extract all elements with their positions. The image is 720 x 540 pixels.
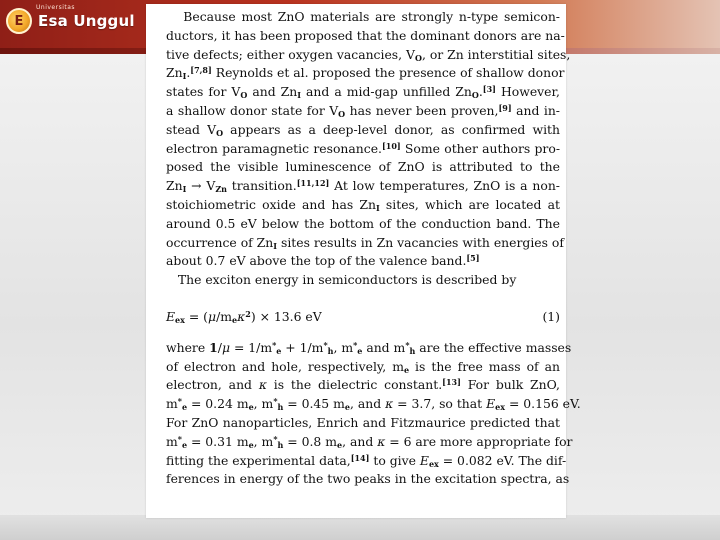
- text-line: stoichiometric oxide and has $Zn_I$ sites, which are located at: [166, 196, 560, 213]
- equation-body: $E_{ex} = (\mu/m_e\kappa^2) \times 13.6$ eV: [166, 308, 322, 325]
- equation-number: (1): [542, 308, 560, 324]
- text-line: around 0.5 eV below the bottom of the conduction band. The: [166, 215, 560, 231]
- text-line: $m^*_e = 0.31$ $m_e$, $m^*_h = 0.8$ $m_e$, and κ = 6 are more appropriate for: [166, 433, 573, 450]
- logo-emblem-icon: E: [6, 8, 32, 34]
- footer-band: [0, 515, 720, 540]
- equation-1: [166, 308, 560, 327]
- text-line: Because most ZnO materials are strongly n-type semicon-: [166, 9, 560, 24]
- paragraph-3: [166, 339, 581, 489]
- text-line: a shallow donor state for $V_O$ has never been proven,[9] and in-: [166, 102, 560, 119]
- exciton-intro: The exciton energy in semiconductors is described by: [177, 272, 517, 288]
- text-line: $Zn_I \to V_{Zn}$ transition.[11,12] At low temperatures, ZnO is a non-: [166, 178, 560, 195]
- text-line: occurrence of $Zn_I$ sites results in Zn vacancies with energies of: [166, 234, 564, 251]
- text-line: $m^*_e = 0.24$ $m_e$, $m^*_h = 0.45$ $m_e$, and κ = 3.7, so that $E_{ex} = 0.156$ eV.: [166, 396, 581, 413]
- text-line: $Zn_I.[7,8]$ Reynolds et al. proposed the presence of shallow donor: [166, 65, 565, 82]
- text-line: of electron and hole, respectively, $m_e$ is the free mass of an: [166, 358, 560, 375]
- text-line: fitting the experimental data,[14] to give $E_{ex} = 0.082$ eV. The dif-: [166, 452, 567, 469]
- logo-tagline: Universitas: [36, 4, 76, 11]
- text-line: stead $V_O$ appears as a deep-level donor, as confirmed with: [166, 121, 560, 138]
- text-line: where $1/\mu = 1/m^*_e + 1/m^*_h$, $m^*_e$ and $m^*_h$ are the effective masses: [166, 339, 572, 356]
- text-line: For ZnO nanoparticles, Enrich and Fitzmaurice predicted that: [166, 414, 560, 430]
- paragraph-2: [166, 271, 560, 290]
- text-line: electron paramagnetic resonance.[10] Some other authors pro-: [166, 140, 561, 156]
- text-line: posed the visible luminescence of ZnO is attributed to the: [166, 159, 560, 175]
- text-line: electron, and κ is the dielectric constant.[13] For bulk ZnO,: [166, 377, 560, 393]
- text-line: ductors, it has been proposed that the dominant donors are na-: [166, 27, 565, 43]
- text-line: [166, 271, 560, 290]
- document-page: [146, 4, 581, 518]
- paragraph-1: [166, 8, 571, 271]
- text-line: tive defects; either oxygen vacancies, $V_O$, or Zn interstitial sites,: [166, 46, 571, 63]
- logo-text: Esa Unggul: [38, 12, 135, 30]
- text-line: states for $V_O$ and $Zn_I$ and a mid-gap unfilled $Zn_O.[3]$ However,: [166, 84, 560, 101]
- text-line: about 0.7 eV above the top of the valence band.[5]: [166, 253, 480, 269]
- text-line: ferences in energy of the two peaks in the excitation spectra, as: [166, 471, 570, 487]
